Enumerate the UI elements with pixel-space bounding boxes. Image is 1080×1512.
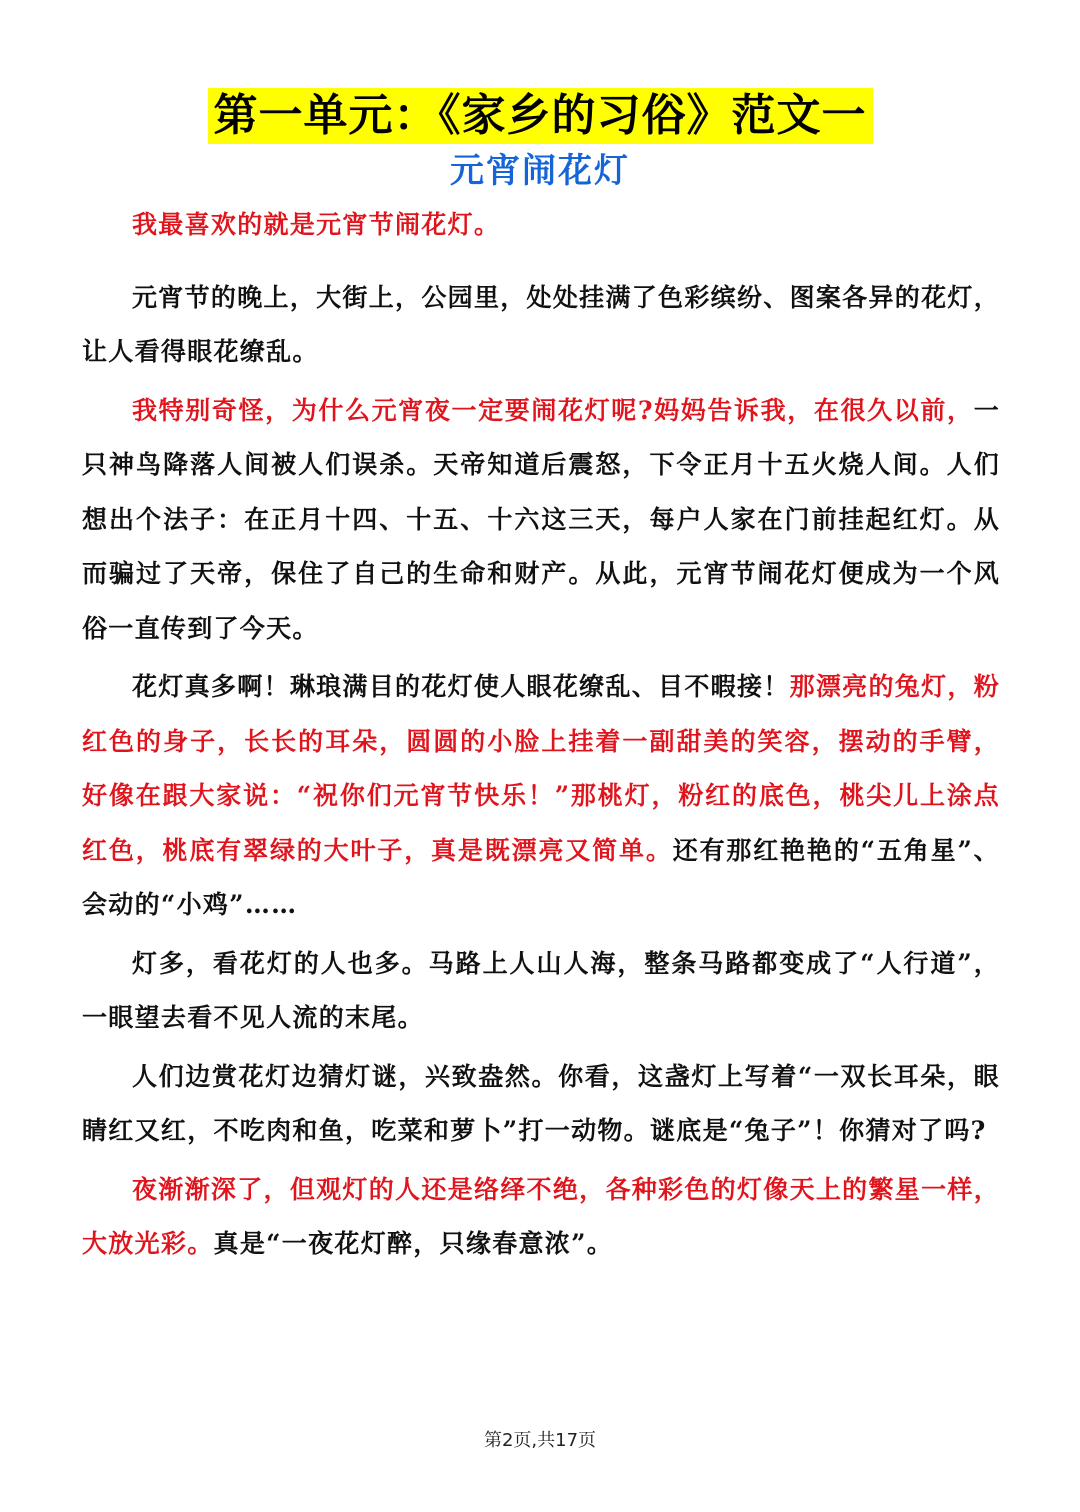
page-indicator: 第2页,共17页: [483, 1430, 597, 1451]
paragraph-6: 人们边赏花灯边猜灯谜，兴致盎然。你看，这盏灯上写着“一双长耳朵，眼睛红又红，不吃肉和鱼，吃菜和萝卜”打一动物。谜底是“兔子”！你猜对了吗?: [82, 1061, 1000, 1145]
paragraph-1: 我最喜欢的就是元宵节闹花灯。: [132, 210, 501, 239]
paragraph-7-text: 真是“一夜花灯醉，只缘春意浓”。: [213, 1229, 614, 1258]
essay-title: 元宵闹花灯: [450, 151, 630, 191]
paragraph-2: 元宵节的晚上，大街上，公园里，处处挂满了色彩缤纷、图案各异的花灯，让人看得眼花缭乱。: [82, 282, 1000, 366]
paragraph-4-text-end: 还有那红艳艳的“五角星”、会动的“小鸡”……: [82, 835, 1000, 919]
paragraph-3: [82, 384, 1000, 657]
unit-title: 第一单元：《家乡的习俗》范文一: [208, 88, 873, 144]
paragraph-4: [82, 660, 1000, 933]
paragraph-5: 灯多，看花灯的人也多。马路上人山人海，整条马路都变成了“人行道”，一眼望去看不见人流的末尾。: [82, 948, 1000, 1032]
paragraph-7: [82, 1163, 1000, 1272]
paragraph-4-red-text: 那漂亮的兔灯，粉红色的身子，长长的耳朵，圆圆的小脸上挂着一副甜美的笑容，摆动的手臂，好像在跟大家说：“祝你们元宵节快乐！”那桃灯，粉红的底色，桃尖儿上涂点红色，桃底有翠绿的大叶子，真是既漂亮又简单。: [82, 672, 1000, 865]
title-block: [0, 88, 1080, 144]
paragraph-3-red-text: 我特别奇怪，为什么元宵夜一定要闹花灯呢?妈妈告诉我，在很久以前，: [132, 395, 974, 425]
essay-body: [82, 198, 1000, 1272]
paragraph-3-text: 一只神鸟降落人间被人们误杀。天帝知道后震怒，下令正月十五火烧人间。人们想出个法子：在正月十四、十五、十六这三天，每户人家在门前挂起红灯。从而骗过了天帝，保住了自己的生命和财产。从此，元宵节闹花灯便成为一个风俗一直传到了今天。: [82, 395, 1000, 643]
paragraph-4-text-start: 花灯真多啊！琳琅满目的花灯使人眼花缭乱、目不暇接！: [132, 672, 790, 701]
paragraph-7-red-text: 夜渐渐深了，但观灯的人还是络绎不绝，各种彩色的灯像天上的繁星一样，大放光彩。: [82, 1174, 1000, 1258]
